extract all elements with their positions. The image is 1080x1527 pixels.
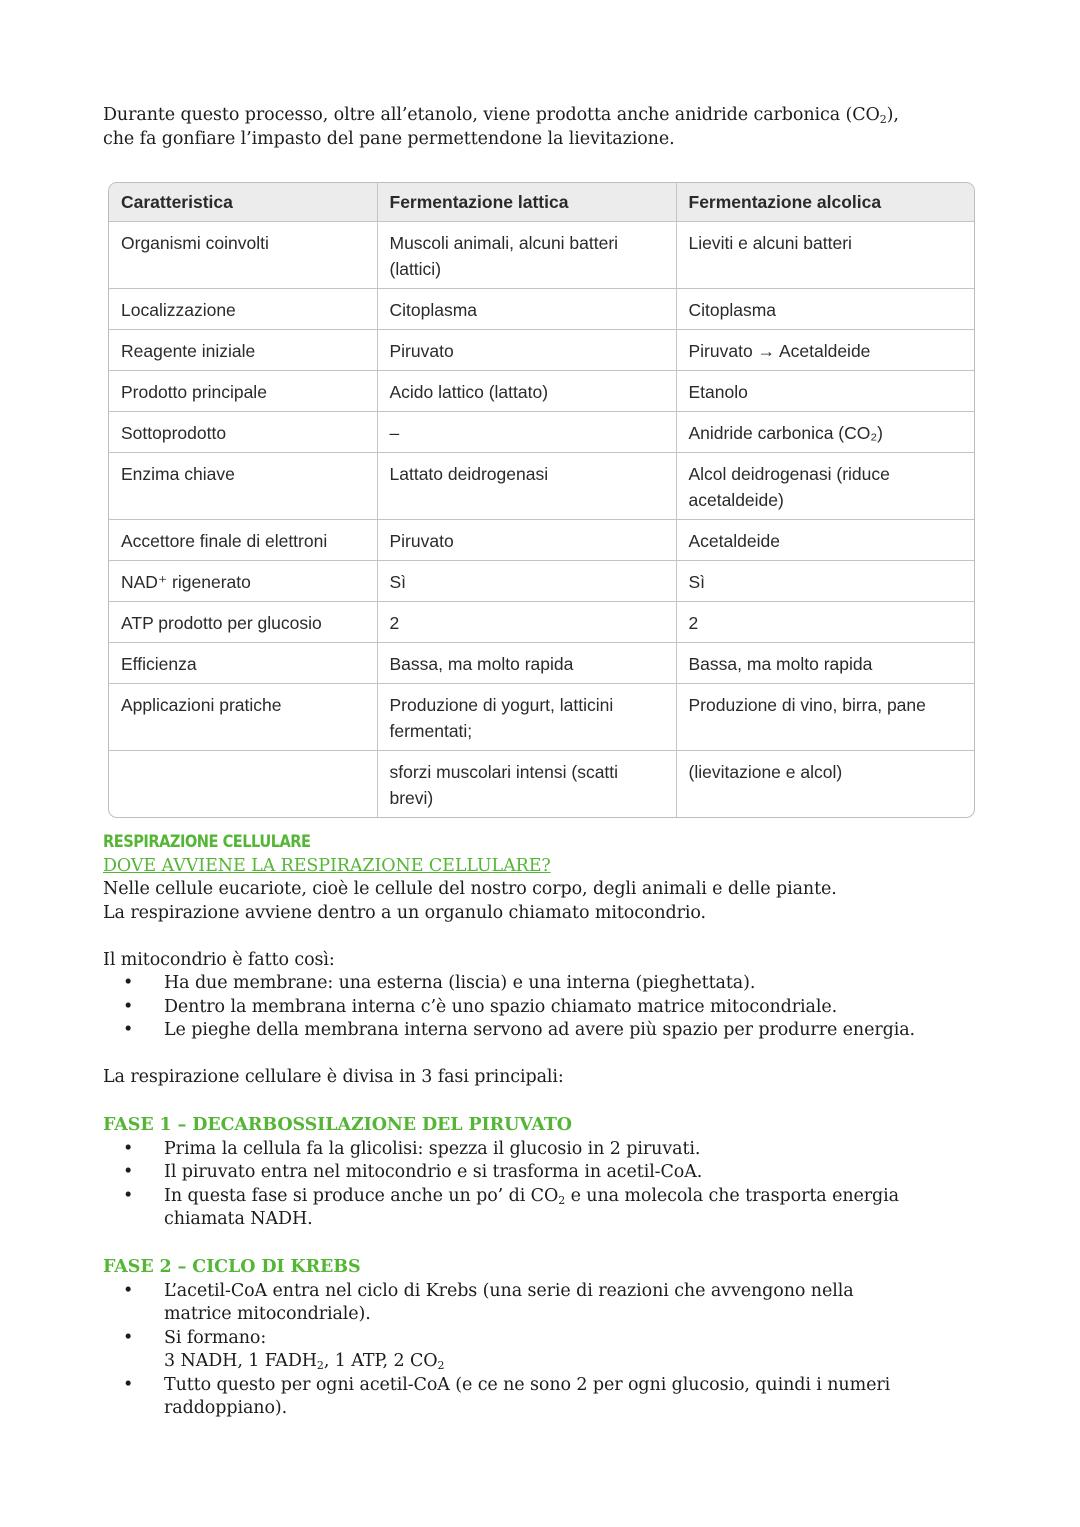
table-cell: Piruvato [377,520,676,561]
bullet-icon: • [123,1280,134,1301]
list-item [103,1280,1003,1327]
table-cell: (lievitazione e alcol) [688,762,843,782]
list-item-text: Le pieghe della membrana interna servono ad avere più spazio per produrre energia. [164,1020,916,1040]
table-cell: Produzione di vino, birra, pane [676,684,974,751]
bullet-icon: • [123,973,134,993]
table-cell: Piruvato → Acetaldeide [676,330,974,371]
list-item-text: Il piruvato entra nel mitocondrio e si trasforma in acetil-CoA. [164,1162,703,1182]
table-cell [109,751,377,818]
table-cell: 2 [377,602,676,643]
table-cell: – [377,412,676,453]
table-cell: Sì [676,561,974,602]
list-item-text: L’acetil-CoA entra nel ciclo di Krebs (una serie di reazioni che avvengono nella [164,1280,854,1301]
table-row [109,330,974,371]
table-cell: Enzima chiave [109,453,377,520]
subscript: 2 [316,1359,324,1372]
list-item-text: In questa fase si produce anche un po’ di CO [164,1185,559,1206]
table-cell: Sì [377,561,676,602]
table-cell: Localizzazione [109,289,377,330]
table-cell: NAD⁺ rigenerato [109,561,377,602]
bullet-icon: • [123,1327,134,1348]
subscript: 2 [879,113,887,126]
table-cell: Acetaldeide [676,520,974,561]
list-item-text: chiamata NADH. [164,1209,313,1229]
list-item-text: Ha due membrane: una esterna (liscia) e una interna (pieghettata). [164,973,756,993]
phase-2-section [103,1256,1003,1421]
list-item [103,1374,1003,1421]
bullet-icon: • [123,1185,134,1206]
phase-heading: FASE 1 – DECARBOSSILAZIONE DEL PIRUVATO [103,1115,572,1135]
intro-text: ), [886,105,899,125]
table-cell: Anidride carbonica (CO₂) [676,412,974,453]
table-header: Fermentazione lattica [377,183,676,222]
table-header-row [109,183,974,222]
list-item-text: Tutto questo per ogni acetil-CoA (e ce ne sono 2 per ogni glucosio, quindi i numeri [164,1374,891,1395]
table-cell: Etanolo [676,371,974,412]
table-row [109,412,974,453]
table-row [109,371,974,412]
table-header: Fermentazione alcolica [676,183,974,222]
table-row [109,289,974,330]
table-cell: Prodotto principale [109,371,377,412]
table-cell: Citoplasma [377,289,676,330]
fermentation-comparison-table [108,182,975,818]
table-cell: Acido lattico (lattato) [377,371,676,412]
intro-text: Durante questo processo, oltre all’etanolo, viene prodotta anche anidride carbonica (CO [103,105,880,125]
table-cell: Alcol deidrogenasi (riduce acetaldeide) [676,453,974,520]
table-cell: Bassa, ma molto rapida [676,643,974,684]
list-item [103,1138,1003,1162]
list-item [103,1019,1003,1043]
table-cell: Muscoli animali, alcuni batteri (lattici) [377,222,676,289]
table-cell: Citoplasma [676,289,974,330]
bullet-icon: • [123,1020,134,1040]
section-heading: RESPIRAZIONE CELLULARE [103,832,311,852]
paragraph: Nelle cellule eucariote, cioè le cellule del nostro corpo, degli animali e delle piante. [103,879,837,899]
list-item [103,1327,1003,1374]
table-row [109,561,974,602]
subscript: 2 [437,1359,445,1372]
table-header: Caratteristica [109,183,377,222]
list-item-text: raddoppiano). [164,1398,288,1418]
list-item-text: Si formano: [164,1327,267,1348]
subscript: 2 [558,1193,566,1207]
bullet-icon: • [123,1162,134,1182]
intro-paragraph [103,104,983,151]
section-subheading-link: DOVE AVVIENE LA RESPIRAZIONE CELLULARE? [103,855,551,876]
bullet-icon: • [123,996,134,1017]
paragraph: La respirazione avviene dentro a un organulo chiamato mitocondrio. [103,902,706,923]
bullet-icon: • [123,1374,134,1395]
intro-line-2: che fa gonfiare l’impasto del pane permettendone la lievitazione. [103,128,675,149]
list-item-text: , 1 ATP, 2 CO [323,1351,438,1371]
table-row [109,751,974,818]
table-row [109,222,974,289]
list-item-text: Dentro la membrana interna c’è uno spazio chiamato matrice mitocondriale. [164,996,838,1017]
table-cell: Efficienza [109,643,377,684]
table-row [109,684,974,751]
table-cell: sforzi muscolari intensi (scatti brevi) [377,751,676,818]
list-item-text: matrice mitocondriale). [164,1304,371,1324]
table-cell: Organismi coinvolti [109,222,377,289]
list-item [103,1185,1003,1232]
table-row [109,520,974,561]
table-cell: Bassa, ma molto rapida [377,643,676,684]
list-item-text: 3 NADH, 1 FADH [164,1351,317,1371]
table-cell: Sottoprodotto [109,412,377,453]
table-row [109,602,974,643]
phase-1-section [103,1114,1003,1232]
mitochondrion-list [103,972,1003,1043]
table-cell: Accettore finale di elettroni [109,520,377,561]
table-cell: Piruvato [377,330,676,371]
table-cell: Reagente iniziale [109,330,377,371]
respiration-section [103,831,1003,1090]
paragraph: Il mitocondrio è fatto così: [103,949,335,970]
list-item-text: Prima la cellula fa la glicolisi: spezza il glucosio in 2 piruvati. [164,1138,701,1159]
list-item [103,996,1003,1020]
table-row [109,643,974,684]
intro-line-1 [103,104,983,128]
table-row [109,453,974,520]
phase-2-list [103,1280,1003,1421]
table-cell: Lieviti e alcuni batteri [676,222,974,289]
list-item-text: e una molecola che trasporta energia [565,1185,899,1206]
phase-heading: FASE 2 – CICLO DI KREBS [103,1257,361,1277]
table-cell: Lattato deidrogenasi [377,453,676,520]
list-item [103,972,1003,996]
paragraph: La respirazione cellulare è divisa in 3 fasi principali: [103,1067,564,1087]
table-cell: Produzione di yogurt, latticini fermentati; [377,684,676,751]
table-cell: Applicazioni pratiche [109,684,377,751]
table-cell: ATP prodotto per glucosio [109,602,377,643]
phase-1-list [103,1138,1003,1232]
bullet-icon: • [123,1138,134,1159]
table-cell: 2 [676,602,974,643]
list-item [103,1161,1003,1185]
